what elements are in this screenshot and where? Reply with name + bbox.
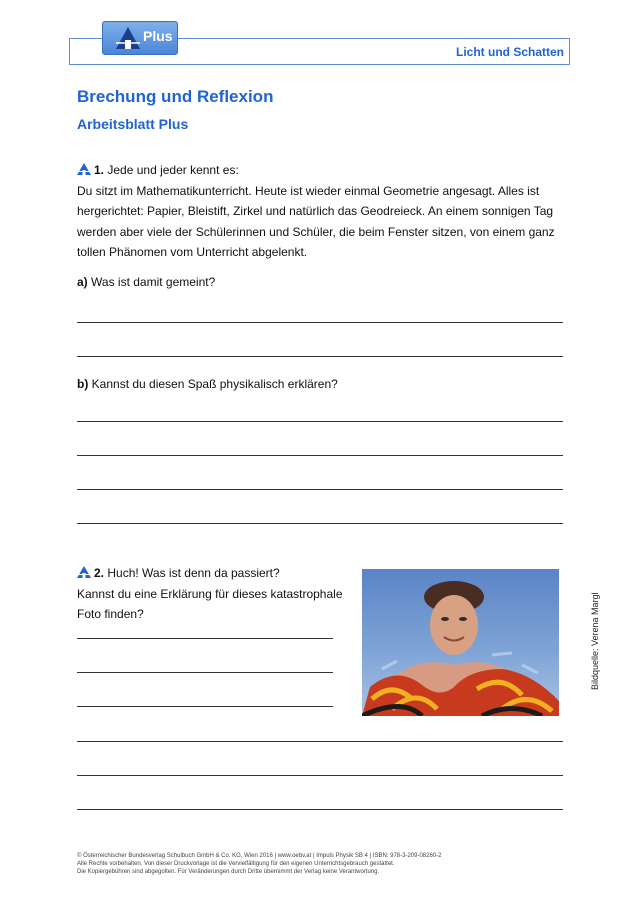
task1-intro: Jede und jeder kennt es: <box>107 163 239 177</box>
question-a-label: a) <box>77 275 88 289</box>
answer-line-b2[interactable] <box>77 455 563 456</box>
question-a <box>77 272 215 293</box>
question-b <box>77 374 338 395</box>
footer-line: Die Kopiergebühren sind abgegolten. Für Veränderungen durch Dritte übernimmt der Verlag keine Verantwortung. <box>77 869 380 875</box>
task-triangle-icon <box>77 566 91 578</box>
triangle-logo-icon <box>115 26 141 50</box>
answer-line-2-1[interactable] <box>77 638 333 639</box>
question-b-text: Kannst du diesen Spaß physikalisch erklären? <box>91 377 338 391</box>
answer-line-b3[interactable] <box>77 489 563 490</box>
section-title: Licht und Schatten <box>456 45 564 59</box>
task1-text-line: hergerichtet: Papier, Bleistift, Zirkel und natürlich das Geodreieck. An einem sonnigen Tag <box>77 204 554 218</box>
answer-line-b4[interactable] <box>77 523 563 524</box>
answer-line-2-2[interactable] <box>77 672 333 673</box>
photo-credit: Bildquelle: Verena Margl <box>590 592 600 690</box>
answer-line-2-6[interactable] <box>77 809 563 810</box>
task2-block <box>77 563 357 625</box>
task2-heading <box>77 563 357 584</box>
answer-line-2-3[interactable] <box>77 706 333 707</box>
task1-text-line: tollen Phänomen vom Unterricht abgelenkt. <box>77 245 308 259</box>
task2-text-line: Kannst du eine Erklärung für dieses katastrophale <box>77 586 343 601</box>
task2-number: 2. <box>94 566 105 580</box>
task1-number: 1. <box>94 163 105 177</box>
question-b-label: b) <box>77 377 89 391</box>
page-subtitle: Arbeitsblatt Plus <box>77 116 189 132</box>
footer-line: © Österreichischer Bundesverlag Schulbuch GmbH & Co. KG, Wien 2016 | www.oebv.at | Impuls Physik SB 4 | ISBN: 978-3-209-08260-2 <box>77 853 442 859</box>
plus-logo <box>102 21 178 55</box>
page-title: Brechung und Reflexion <box>77 87 274 106</box>
footer <box>77 852 577 876</box>
answer-line-a1[interactable] <box>77 322 563 323</box>
answer-line-2-4[interactable] <box>77 741 563 742</box>
underwater-selfie-photo <box>362 569 559 716</box>
task1-text-line: werden aber viele der Schülerinnen und Schüler, die beim Fenster sitzen, von einem ganz <box>77 224 555 239</box>
answer-line-a2[interactable] <box>77 356 563 357</box>
answer-line-2-5[interactable] <box>77 775 563 776</box>
task-triangle-icon <box>77 163 91 175</box>
task1-heading <box>77 160 577 181</box>
answer-line-b1[interactable] <box>77 421 563 422</box>
task1-block <box>77 160 577 263</box>
logo-text: Plus <box>143 28 173 44</box>
task2-text-line: Foto finden? <box>77 607 144 621</box>
footer-line: Alle Rechte vorbehalten. Von dieser Druckvorlage ist die Vervielfältigung für den eigenen Unterrichtsgebrauch gestattet. <box>77 861 395 867</box>
task1-text-line: Du sitzt im Mathematikunterricht. Heute ist wieder einmal Geometrie angesagt. Alles ist <box>77 183 540 198</box>
question-a-text: Was ist damit gemeint? <box>91 275 216 289</box>
task2-intro: Huch! Was ist denn da passiert? <box>107 566 280 580</box>
